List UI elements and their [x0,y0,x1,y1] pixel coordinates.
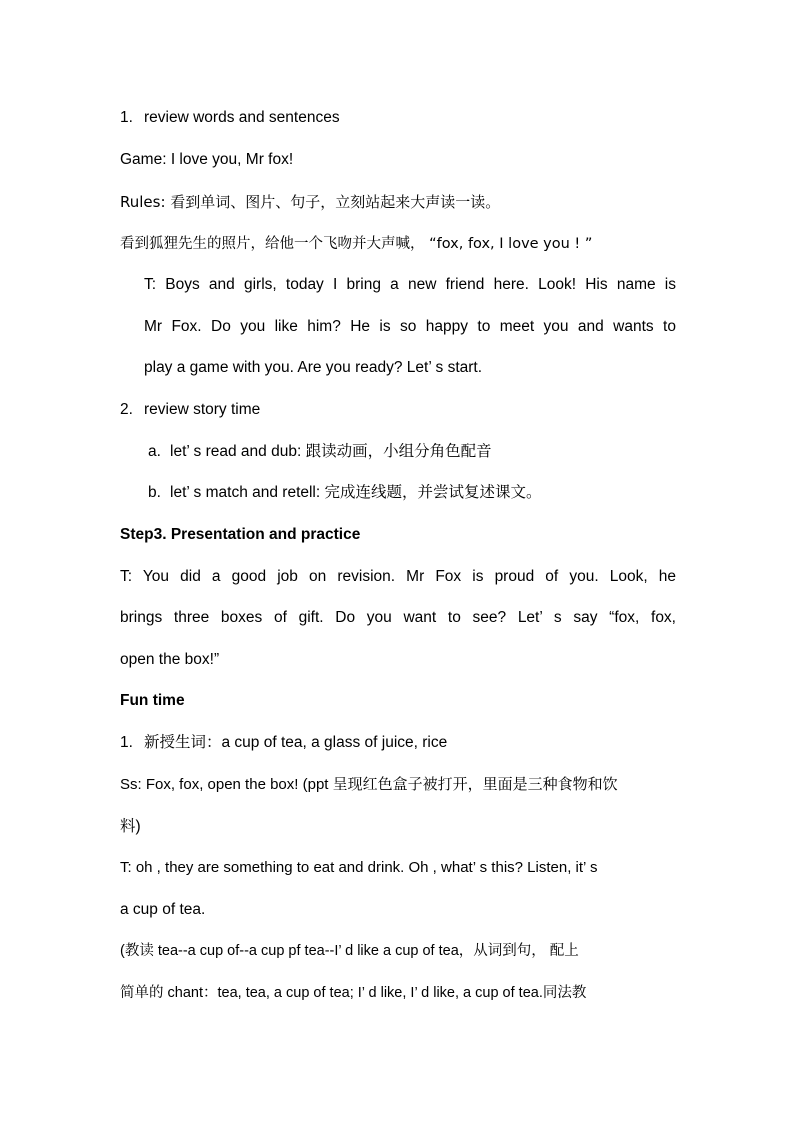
item-b-text: let’ s match and retell: 完成连线题，并尝试复述课文。 [170,484,542,501]
teach-line-1: (教读 tea--a cup of--a cup pf tea--I’ d like a cup of tea，从词到句， 配上 [120,943,579,959]
teacher-step3-line-1: T: You did a good job on revision. Mr Fox is proud of you. Look, he [120,568,676,585]
section-2-item-b [148,483,704,503]
item-b-marker: b. [148,484,161,501]
teach-line-2: 简单的 chant：tea, tea, a cup of tea; I’ d like, I’ d like, a cup of tea.同法教 [120,985,587,1001]
game-line: Game: I love you, Mr fox! [120,151,294,168]
item-a-text: let’ s read and dub: 跟读动画，小组分角色配音 [170,443,492,460]
section-2-item-a [148,442,704,462]
section-2-text: review story time [144,401,261,418]
teacher-intro-line-1: T: Boys and girls, today I bring a new friend here. Look! His name is [144,276,676,293]
section-2-heading [120,400,676,420]
ss-line-1: Ss: Fox, fox, open the box! (ppt 呈现红色盒子被打开，里面是三种食物和饮 [120,776,618,793]
fun-time-heading: Fun time [120,692,185,709]
section-1-number: 1. [120,109,133,126]
teacher-step3-line-2: brings three boxes of gift. Do you want to see? Let’ s say “fox, fox, [120,609,676,626]
teacher-tea-line-2: a cup of tea. [120,901,206,918]
fun-time-item-1 [120,733,676,753]
teacher-intro-line-3: play a game with you. Are you ready? Let’ s start. [144,359,483,376]
teacher-intro-line-2: Mr Fox. Do you like him? He is so happy to meet you and wants to [144,318,676,335]
teacher-step3-line-3: open the box!” [120,651,220,668]
item-a-marker: a. [148,443,161,460]
teacher-tea-line-1: T: oh , they are something to eat and drink. Oh , what’ s this? Listen, it’ s [120,859,598,876]
section-1-text: review words and sentences [144,109,340,126]
fun-item-1-text: 新授生词：a cup of tea, a glass of juice, rice [144,734,448,751]
rules-line: Rules: 看到单词、图片、句子，立刻站起来大声读一读。 [120,193,501,211]
rules-line-2: 看到狐狸先生的照片，给他一个飞吻并大声喊， “fox, fox, I love you ! ” [120,236,593,252]
section-1-heading [120,108,676,128]
section-2-number: 2. [120,401,133,418]
step3-heading: Step3. Presentation and practice [120,526,361,543]
ss-line-2: 料) [120,818,141,835]
fun-item-1-number: 1. [120,734,133,751]
